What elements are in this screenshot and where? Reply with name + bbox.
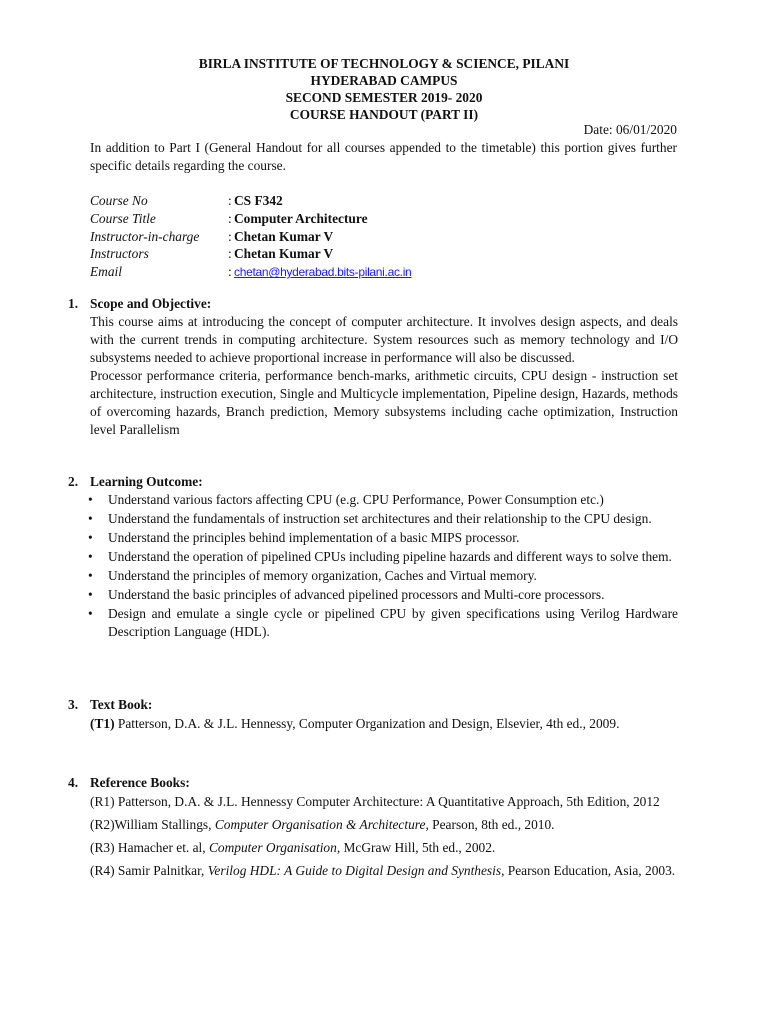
textbook-tag: (T1) [90,716,115,731]
course-info-table [90,192,680,281]
campus-name: HYDERABAD CAMPUS [310,73,458,88]
list-item [86,605,678,641]
course-title-value: Computer Architecture [234,210,368,226]
section-heading [68,696,678,714]
intro-paragraph: In addition to Part I (General Handout for all courses appended to the timetable) this portion gives further specific details regarding the course. [90,140,677,173]
reference-title: Verilog HDL: A Guide to Digital Design and Synthesis [207,863,502,878]
handout-title: COURSE HANDOUT (PART II) [289,107,479,122]
bullet: • [88,492,93,507]
list-item [86,529,678,547]
list-item-text: Understand the operation of pipelined CPUs including pipeline hazards and different ways to solve them. [108,549,672,564]
course-no-value: CS F342 [234,193,283,208]
reference-title: Computer Organisation & Architecture, [214,817,429,832]
section-title: Scope and Objective: [90,296,212,311]
textbook-text: Patterson, D.A. & J.L. Hennessy, Computer Organization and Design, Elsevier, 4th ed., 2009. [114,716,620,731]
bullet: • [88,549,93,564]
instructor-in-charge-value: Chetan Kumar V [234,228,334,244]
section-heading [68,774,678,792]
scope-paragraph: Processor performance criteria, performance bench-marks, arithmetic circuits, CPU design - instruction set architecture, instruction execution, Single and Multicycle implementation, Pipeline design, Hazards, methods of overcoming hazards, Branch prediction, Memory subsystems including cache optimization, Instruction level Parallelism [90,368,678,437]
bullet: • [88,568,93,583]
section-heading [68,473,678,491]
reference-text: (R2)William Stallings, [90,817,215,832]
semester: SECOND SEMESTER 2019- 2020 [285,90,483,105]
instructor-in-charge-label: Instructor-in-charge [90,228,200,244]
list-item-text: Understand the fundamentals of instruction set architectures and their relationship to the CPU design. [108,511,652,526]
course-info-row [90,210,680,228]
section-heading [68,295,678,313]
section-title: Reference Books: [90,775,190,790]
section-reference-books [68,774,678,884]
handout-date: Date: 06/01/2020 [583,122,677,137]
separator: : [228,264,232,280]
separator: : [228,210,232,226]
email-label: Email [90,264,122,280]
bullet: • [88,511,93,526]
separator: : [228,228,232,244]
instructors-value: Chetan Kumar V [234,246,334,262]
section-body [90,714,678,734]
list-item-text: Design and emulate a single cycle or pipelined CPU by given specifications using Verilog Hardware Description Language (HDL). [108,606,678,639]
list-item-text: Understand the basic principles of advanced pipelined processors and Multi-core processors. [108,587,605,602]
section-title: Learning Outcome: [90,474,203,489]
course-no-label: Course No [90,193,148,208]
reference-item [90,861,678,881]
section-number: 3. [68,697,79,712]
course-info-row [90,228,680,246]
section-learning-outcome [68,473,678,642]
bullet: • [88,606,93,621]
course-title-label: Course Title [90,210,156,226]
scope-paragraph: This course aims at introducing the concept of computer architecture. It involves design aspects, and deals with the current trends in computing architecture. System resources such as memory technology and I/O subsystems needed to achieve proportional increase in performance will also be discussed. [90,314,678,365]
outcome-list [86,491,678,641]
list-item-text: Understand the principles of memory organization, Caches and Virtual memory. [108,568,537,583]
section-body [90,313,678,439]
list-item [86,548,678,566]
reference-text: Pearson, 8th ed., 2010. [428,817,555,832]
reference-text: (R3) Hamacher et. al, [90,840,209,855]
reference-text: (R4) Samir Palnitkar, [90,863,208,878]
list-item [86,567,678,585]
list-item [86,510,678,528]
email-link[interactable]: chetan@hyderabad.bits-pilani.ac.in [234,265,412,280]
institute-name: BIRLA INSTITUTE OF TECHNOLOGY & SCIENCE, PILANI [198,56,570,71]
course-info-row [90,192,680,210]
section-number: 4. [68,775,79,790]
section-text-book [68,696,678,734]
reference-item: (R1) Patterson, D.A. & J.L. Hennessy Computer Architecture: A Quantitative Approach, 5th Edition, 2012 [90,794,660,809]
section-body [90,792,678,881]
section-scope [68,295,678,439]
reference-item [90,838,678,858]
list-item-text: Understand the principles behind implementation of a basic MIPS processor. [108,530,520,545]
reference-item [90,815,678,835]
reference-text: , Pearson Education, Asia, 2003. [501,863,676,878]
list-item [86,491,678,509]
section-title: Text Book: [90,697,153,712]
reference-title: Computer Organisation [208,840,337,855]
separator: : [228,193,232,208]
section-number: 2. [68,474,79,489]
bullet: • [88,530,93,545]
section-number: 1. [68,296,79,311]
document-header [0,55,768,123]
bullet: • [88,587,93,602]
instructors-label: Instructors [90,246,149,262]
separator: : [228,246,232,262]
course-info-row [90,263,680,281]
reference-text: , McGraw Hill, 5th ed., 2002. [336,840,496,855]
course-info-row [90,245,680,263]
list-item [86,586,678,604]
list-item-text: Understand various factors affecting CPU (e.g. CPU Performance, Power Consumption etc.) [108,492,604,507]
